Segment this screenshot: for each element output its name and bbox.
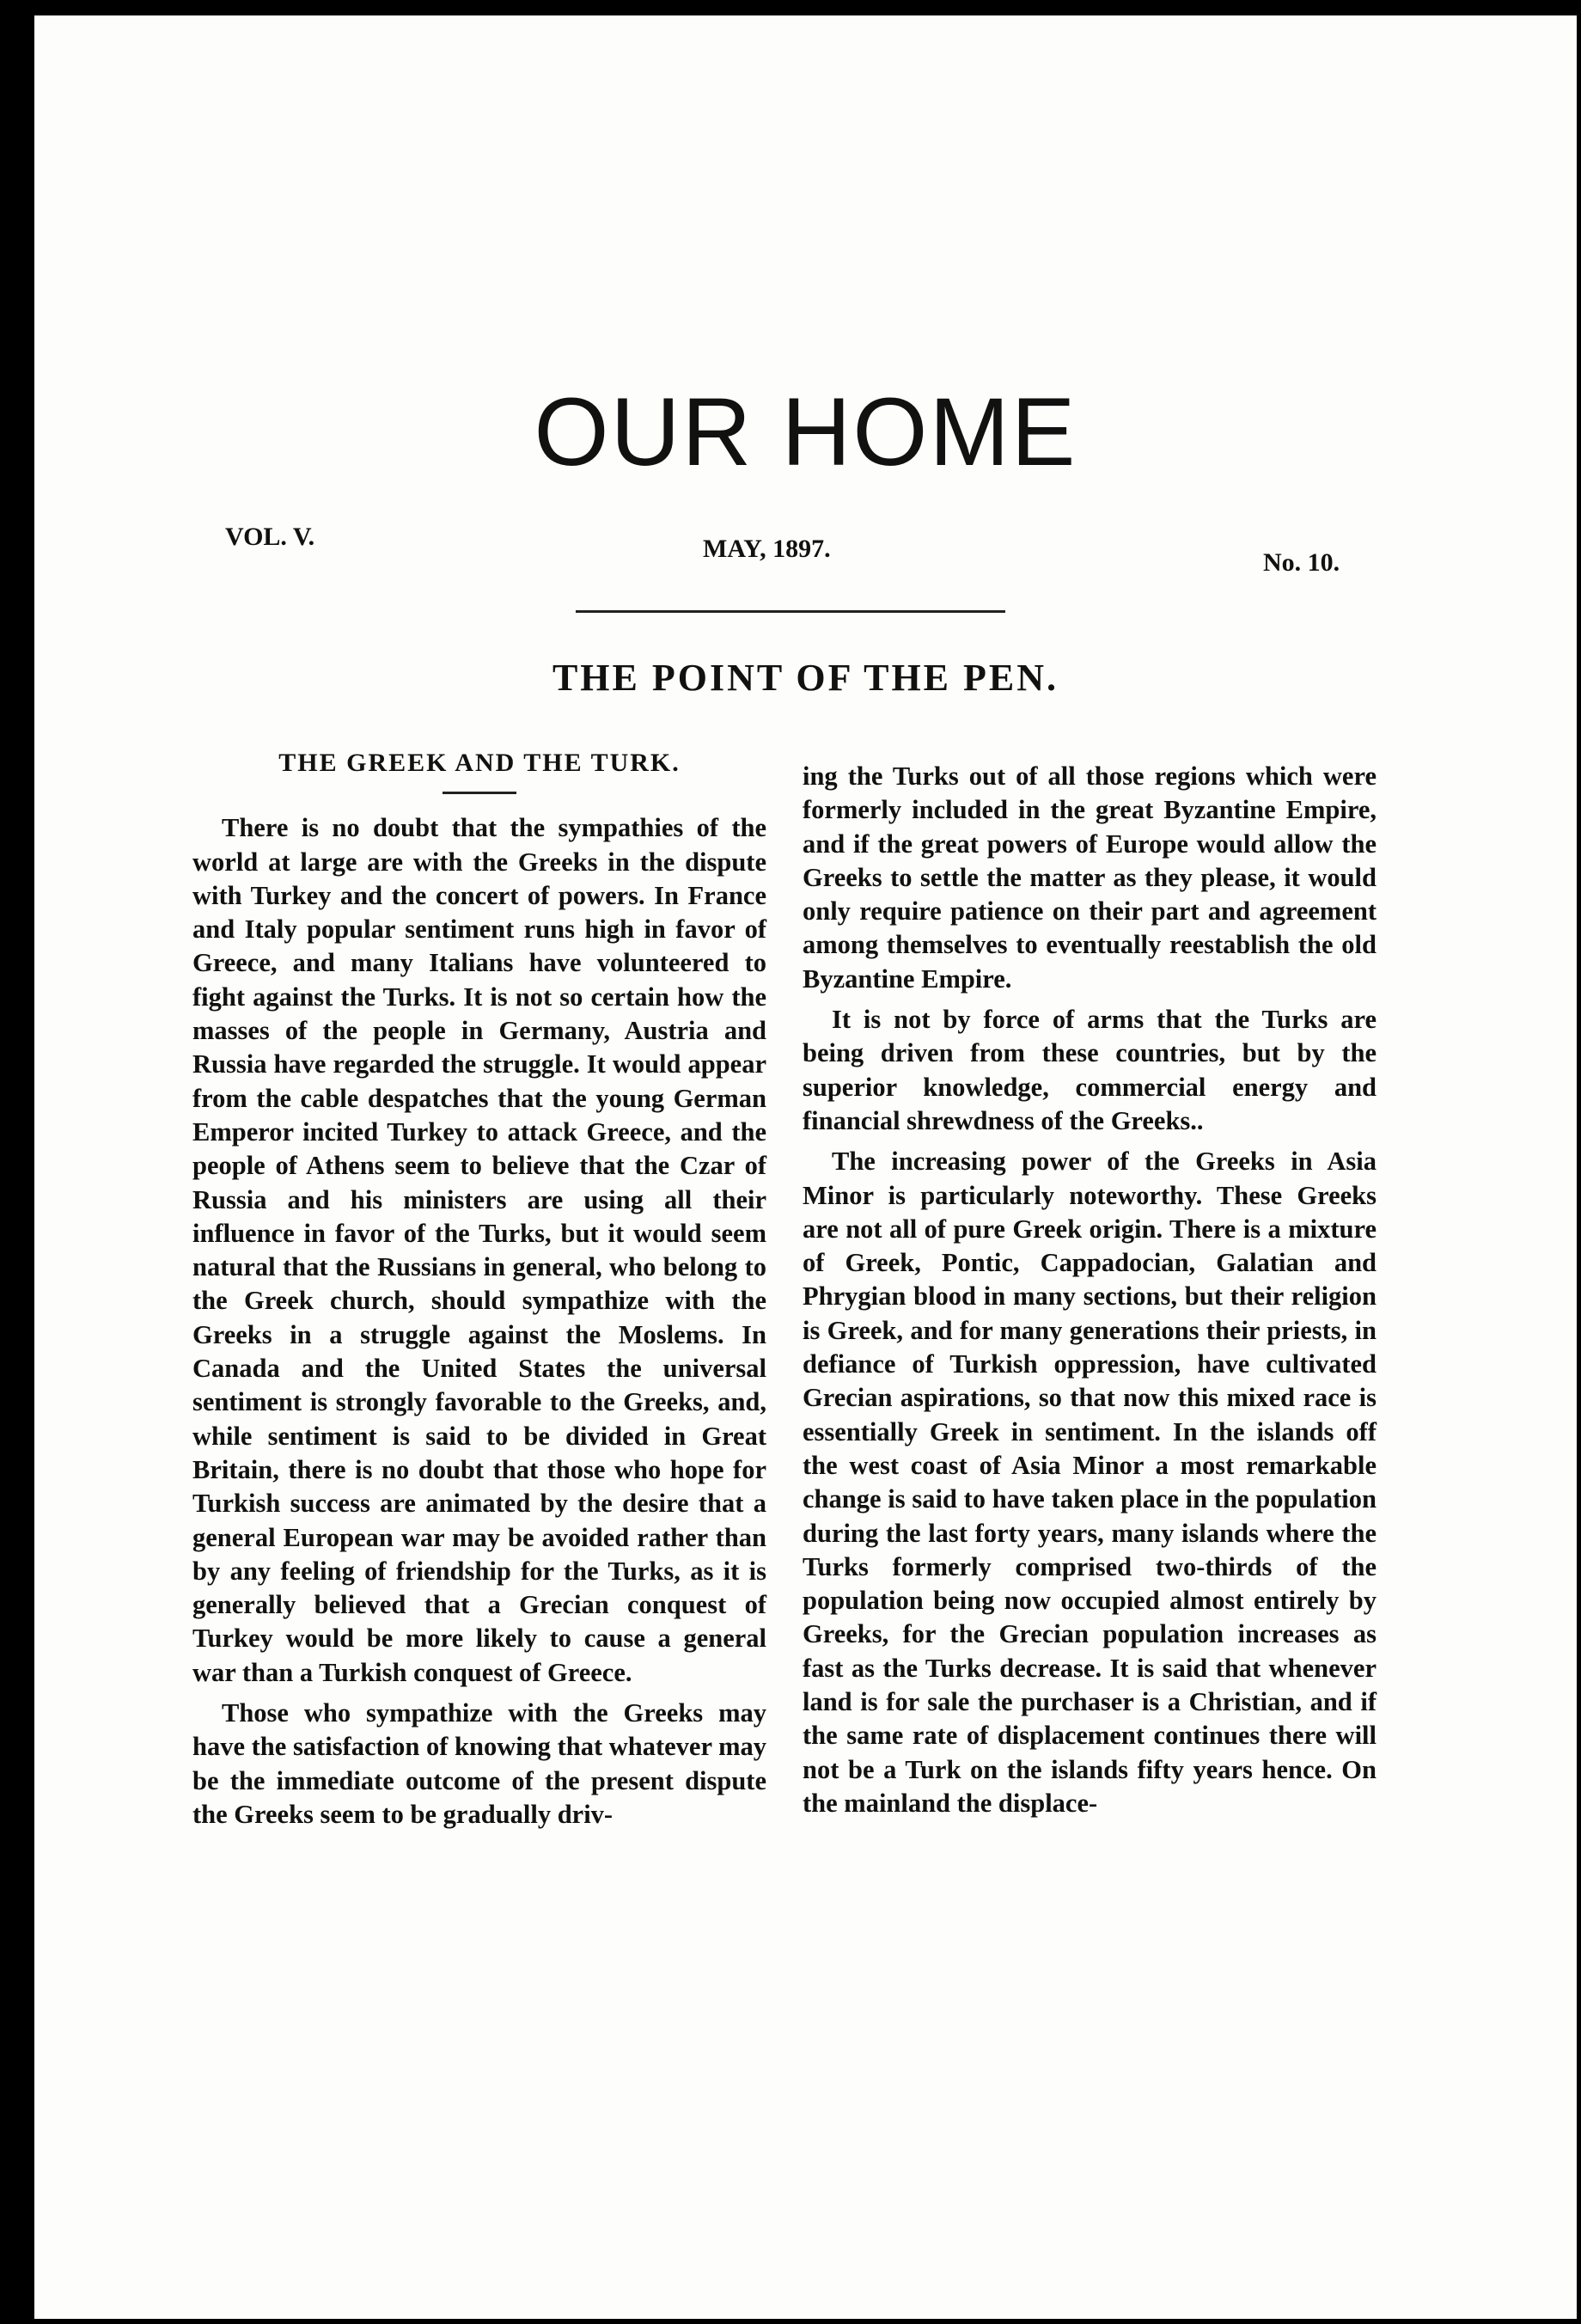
issue-date: MAY, 1897. bbox=[703, 535, 831, 563]
volume-label: VOL. V. bbox=[225, 523, 315, 551]
subhead-divider bbox=[443, 792, 516, 794]
article-subhead: THE GREEK AND THE TURK. bbox=[278, 749, 681, 777]
issue-number: No. 10. bbox=[1263, 548, 1340, 577]
paragraph-continuation: ing the Turks out of all those regions which were formerly included in the great Byzantine Empire, and if the great powers of Europe would allow the Greeks to settle the matter as they please, it would only require patience on their part and agreement among themselves to eventually reestablish the old Byzantine Empire. bbox=[803, 761, 1377, 994]
paragraph: The increasing power of the Greeks in Asia Minor is particularly noteworthy. These Greeks are not all of pure Greek origin. There is a mixture of Greek, Pontic, Cappadocian, Galatian and Phrygian blood in many sections, but their religion is Greek, and for many generations their priests, in defiance of Turkish oppression, have cultivated Grecian aspirations, so that now this mixed race is essentially Greek in sentiment. In the islands off the west coast of Asia Minor a most remarkable change is said to have taken place in the population during the last forty years, many islands where the Turks formerly comprised two-thirds of the population being now occupied almost entirely by Greeks, for the Grecian population increases as fast as the Turks decrease. It is said that whenever land is for sale the purchaser is a Christian, and if the same rate of displacement continues there will not be a Turk on the islands fifty years hence. On the mainland the displace- bbox=[803, 1147, 1377, 1818]
paragraph: Those who sympathize with the Greeks may have the satisfaction of knowing that whatever may be the immediate outcome of the present dispute the Greeks seem to be gradually driv- bbox=[192, 1698, 766, 1829]
paragraph: It is not by force of arms that the Turks are being driven from these countries, but by the superior knowledge, commercial energy and financial shrewdness of the Greeks.. bbox=[803, 1005, 1377, 1135]
magazine-page bbox=[34, 15, 1577, 2319]
masthead-divider bbox=[576, 610, 1005, 613]
paragraph: There is no doubt that the sympathies of the world at large are with the Greeks in the dispute with Turkey and the concert of powers. In France and Italy popular sentiment runs high in favor of Greece, and many Italians have volunteered to fight against the Turks. It is not so certain how the masses of the people in Germany, Austria and Russia have regarded the struggle. It would appear from the cable despatches that the young German Emperor incited Turkey to attack Greece, and the people of Athens seem to believe that the Czar of Russia and his ministers are using all their influence in favor of the Turks, but it would seem natural that the Russians in general, who belong to the Greek church, should sympathize with the Greeks in a struggle against the Moslems. In Canada and the United States the universal sentiment is strongly favorable to the Greeks, and, while sentiment is said to be divided in Great Britain, there is no doubt that those who hope for Turkish success are animated by the desire that a general European war may be avoided rather than by any feeling of friendship for the Turks, as it is generally believed that a Grecian conquest of Turkey would be more likely to cause a general war than a Turkish conquest of Greece. bbox=[192, 813, 766, 1687]
right-column bbox=[803, 760, 1377, 1827]
section-headline: THE POINT OF THE PEN. bbox=[552, 657, 1059, 699]
left-column bbox=[192, 746, 766, 1838]
masthead-title: OUR HOME bbox=[534, 378, 1077, 486]
